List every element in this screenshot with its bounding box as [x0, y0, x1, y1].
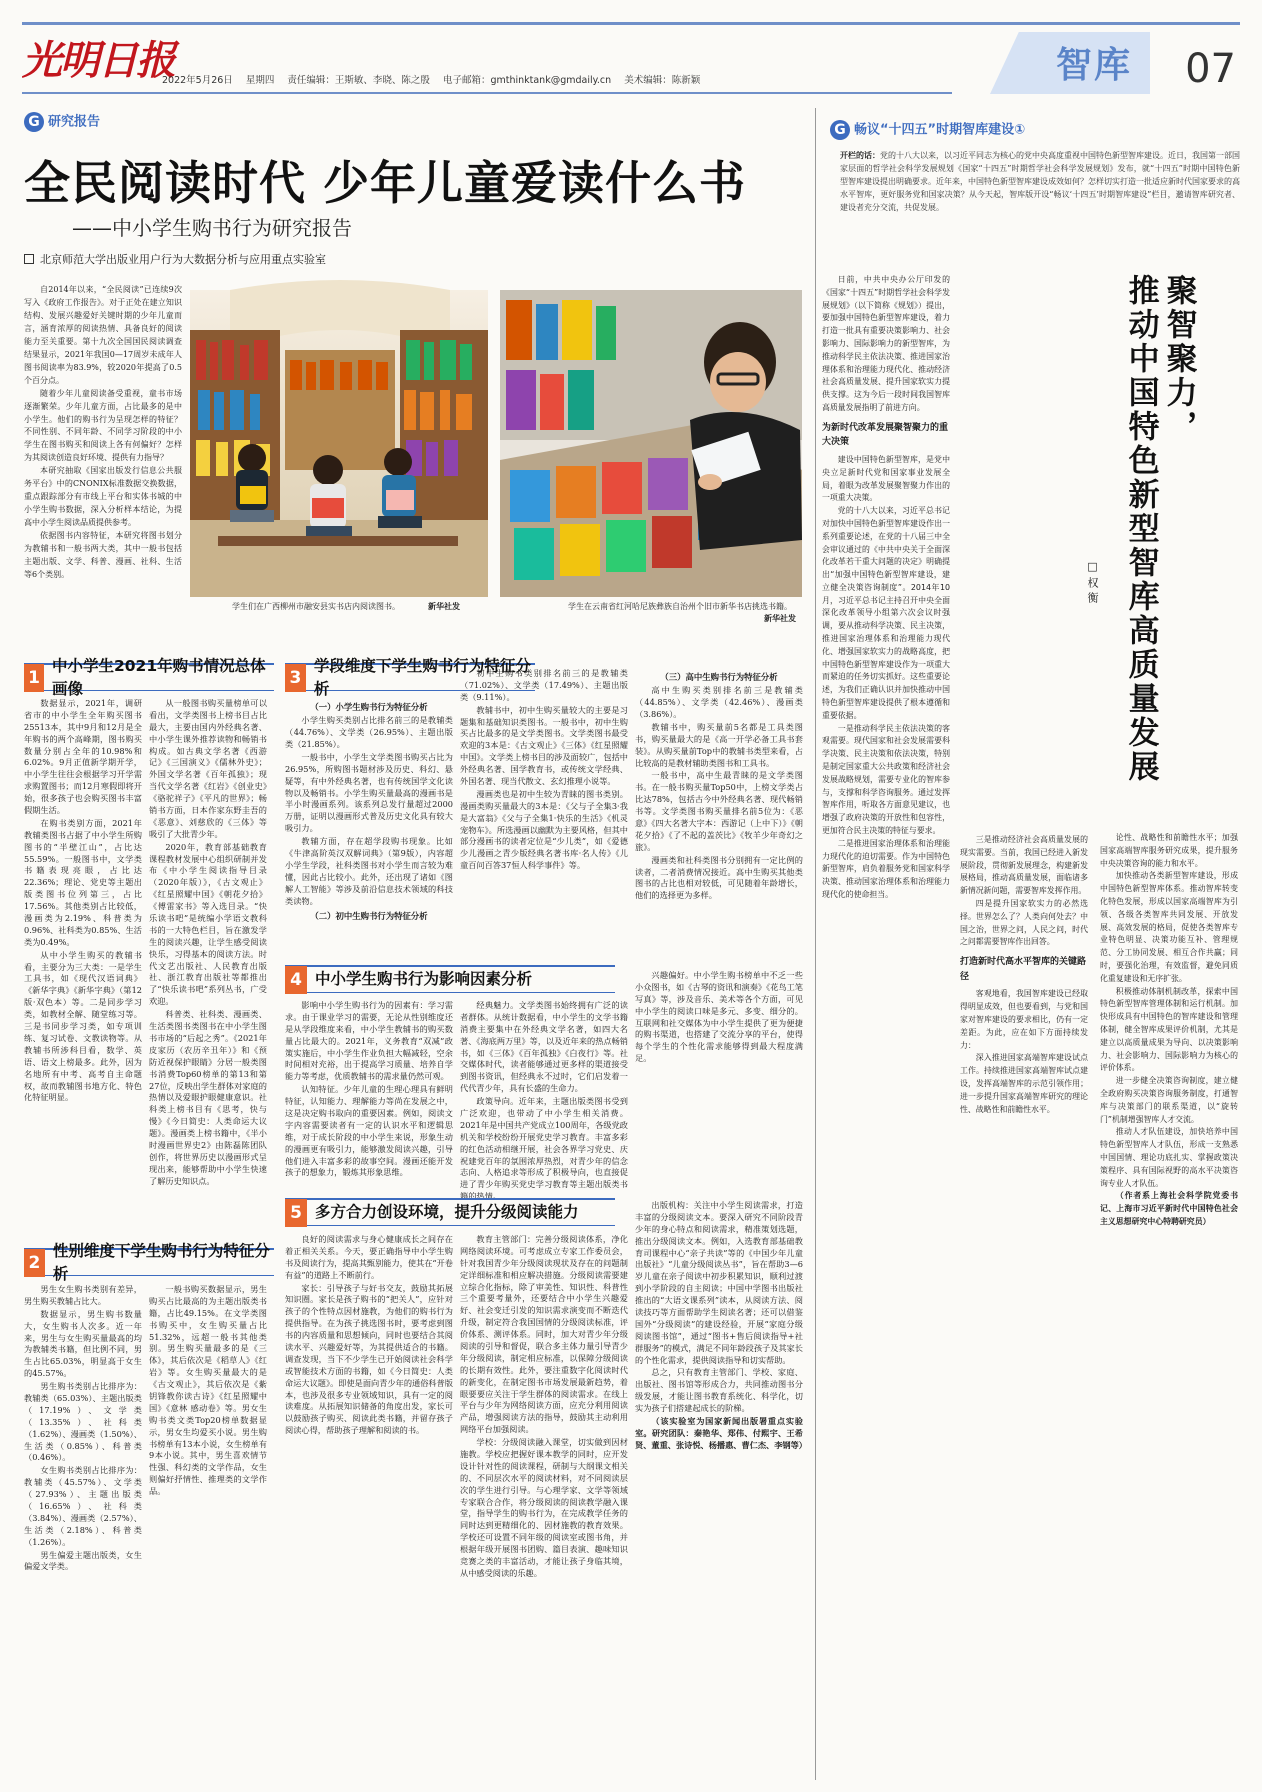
- section-4-paragraph: 兴趣偏好。中小学生购书榜单中不乏一些小众图书，如《古琴的资讯和演奏》《花鸟工笔写真》等，涉及音乐、美术等各个方面，可见中小学生的阅读口味是多元、多变、细分的。互联网和社交媒体为中小学生提供了更为便捷的购书渠道，也搭建了交流分享的平台，使得每个学生的个性化需求能够得到最大程度满足。: [635, 970, 803, 1064]
- section-5-column-b: [460, 1234, 628, 1780]
- page-number: 07: [1185, 46, 1236, 92]
- photo-bookstore-caption: [232, 601, 460, 613]
- section-3-column-b: [460, 668, 628, 948]
- series-tag-label: 畅议“十四五”时期智库建设①: [854, 122, 1026, 138]
- article-byline: [24, 252, 326, 268]
- section-5-paragraph: 教育主管部门：完善分级阅读体系，净化网络阅读环境。可考虑成立专家工作委员会，针对我国青少年分级阅读现状及存在的问题制定详细标准和相应解决措施。分级阅读需要建立综合化指标，除了审美性、知识性、科普性三个重要考量外，还要结合中小学生兴趣爱好、社会变迁引发的知识需求演变而不断迭代升级，制定符合我国国情的分级阅读标准，评价体系、测评体系。同时，加大对青少年分级阅读的引导和督促，联合多主体力量引导青少年分级阅读，制定相应标准，以保障分级阅读的长期有效性。此外，要注重数字化阅读时代的新变化，在制定图书市场发展最新趋势，着眼要要应关注于学生群体的阅读需求。在线上平台与少年为网络阅读方面，应充分利用阅读产品，增强阅读方法的指导，鼓励其主动利用网络平台加强阅读。: [460, 1234, 628, 1435]
- photo-choosing-caption: [568, 601, 796, 625]
- g-logo-icon: G: [830, 120, 850, 140]
- section-5-paragraph: 良好的阅读需求与身心健康成长之间存在着正相关关系。今天，要正确指导中小学生购书及阅读行为，提高其甄别能力，使其在“开卷有益”的道路上不断前行。: [285, 1234, 453, 1280]
- section-2-paragraph: 男生偏爱主题出版类，女生偏爱文学类。: [24, 1549, 142, 1572]
- side-paragraph: 加快推动各类新型智库建设，形成中国特色新型智库体系。推动智库转变化特色发展，形成以国家高端智库为引领、各级各类智库共同发展、开放发展、高效发展的格局，促使各类智库专业特色明显、决策功能互补、管理规范、分工协同发展、相互合作共赢；同时，要强化治理，有效监督，避免同质化重复建设和无序扩张。: [1100, 871, 1238, 983]
- section-1-column-a: [24, 698, 142, 1238]
- research-team-note: （该实验室为国家新闻出版署重点实验室。研究团队：秦艳华、郑伟、付熙宇、王希贤、董重、张诗悦、杨播惠、曹仁杰、李钢等）: [635, 1416, 807, 1450]
- masthead-bottom-rule: [22, 92, 952, 94]
- issue-weekday: 星期四: [245, 75, 275, 86]
- side-paragraph: 党的十八大以来，习近平总书记对加快中国特色新型智库建设作出一系列重要论述，在党的十八届三中全会审议通过的《中共中央关于全面深化改革若干重大问题的决定》明确提出“加强中国特色新型智库建设，建立健全决策咨询制度”。2014年10月，习近平总书记主持召开中央全面深化改革领导小组第六次会议时强调，要从推动科学决策、民主决策，推进国家治理体系和治理能力现代化、增强国家软实力的战略高度，把中国特色新型智库建设作为一项重大而紧迫的任务切实抓好。这些重要论述，为我们正确认识并加快推动中国特色新型智库建设提供了根本遵循和重要依据。: [822, 506, 950, 720]
- section-5-paragraph: 出版机构：关注中小学生阅读需求，打造丰富的分级阅读文本。要深入研究不同阶段青少年的身心特点和阅读需求，精准策划选题，推出分级阅读文本。例如，入选教育部基础教育司课程中心“亲子共读”等的《中国少年儿童出版社》“儿童分级阅读丛书”，旨在帮助3—6岁儿童在亲子阅读中初步积累知识，顺利过渡到小学阶段的自主阅读；中国中学图书出版社推出的“大语文课系列”读本，从阅读方法、阅读技巧等方面帮助学生阅读名著；还可以借鉴国外“分级阅读”的建设经验，开展“家庭分级阅读图书馆”，通过“图书+售后阅读指导+社群服务”的模式，满足不同年龄段孩子及其家长的个性化需求，提供阅读指导和切实帮助。: [635, 1200, 803, 1365]
- section-4-column-c: [635, 970, 803, 1186]
- issue-editors: 责任编辑：王斯敏、李晓、陈之殷: [287, 75, 430, 86]
- section-4-column-b: [460, 1000, 628, 1202]
- masthead: [22, 14, 1240, 96]
- section-1-column-b: [149, 698, 267, 1238]
- section-1-number: 1: [24, 664, 44, 692]
- report-tag-label: 研究报告: [48, 114, 101, 130]
- section-3-paragraph: 高中生购买类别排名前三是教辅类（44.85%）、文学类（42.46%）、漫画类（3.86%）。: [635, 685, 803, 719]
- section-1-paragraph: 从中小学生购买的教辅书看，主要分为三大类：一是学生工具书，如《现代汉语词典》《新华字典》《新华字典》（第12版·双色本）等。二是同步学习类，如教材全解、随堂练习等。三是书同步学习类，如专项训练、复习试卷、文教读物等。从教辅书所涉科目看，数学、英语、语文上榜最多。此外，因为名地所有中考、高考自主命题权，故而教辅图书地方化、特色化特征明显。: [24, 949, 142, 1103]
- newspaper-logo[interactable]: 光明日报: [22, 37, 174, 84]
- section-5-header: [285, 1198, 615, 1226]
- section-5-paragraph: 学校：分级阅读融入课堂，切实做到因材施教。学校应把握好课本教学的同时，应开发设计针对性的阅读课程，研制与大纲课文相关的、不同层次水平的阅读材料，对不同阅读层次的学生进行引导。与心理学家、文学等领域专家联合合作，将分级阅读的阅读教学融入课堂，指导学生的购书行为，在完成教学任务的同时达到更精细化的、因材施教的教育效果。学校还可设置不同年级的阅读室或图书角，并根据年级开展图书团购、篇目表演、趣味知识竞赛之类的丰富活动，才能让孩子身临其境，从中感受阅读的乐趣。: [460, 1437, 628, 1578]
- side-author-note: （作者系上海社会科学院党委书记、上海市习近平新时代中国特色社会主义思想研究中心特聘研究员）: [1100, 1191, 1238, 1226]
- side-column-b: [960, 274, 1088, 1780]
- section-name: 智库: [1055, 45, 1132, 86]
- section-4-paragraph: 影响中小学生购书行为的因素有：学习需求。由于课业学习的需要，无论从性别维度还是从学段维度来看，中小学生教辅书的购买数量占比最大的。2021年，义务教育“双减”政策实施后，中小学生作业负担大幅减轻，空余时间相对充裕，出于提高学习质量、培养自学能力等考虑，优质教辅书的需求量仍然可观。: [285, 1000, 453, 1082]
- photo-choosing-books-image: [500, 290, 802, 597]
- section-4-column-a: [285, 1000, 453, 1186]
- side-column-a: [822, 274, 950, 1780]
- side-paragraph: 日前，中共中央办公厅印发的《国家“十四五”时期哲学社会科学发展规划》（以下简称《规划》）提出，要加强中国特色新型智库建设，着力打造一批具有重要决策影响力、社会影响力、国际影响力的新型智库，为推动科学民主依法决策、推进国家治理体系和治理能力现代化、推动经济社会高质量发展、提升国家软实力提供支撑。这为今后一段时间我国智库高质量发展指明了前进方向。: [822, 275, 950, 412]
- section-2-paragraph: 男生购书类别占比排序为：教辅类（65.03%）、主题出版类（17.19%）、文学类（13.35%）、社科类（1.62%）、漫画类（1.50%）、生活类（0.85%）、科普类（0.46%）。: [24, 1381, 142, 1463]
- side-title-line-2: 推动中国特色新型智库高质量发展: [1122, 274, 1159, 784]
- intro-paragraph: 依据图书内容特征，本研究将图书划分为教辅书和一般书两大类，其中一般书包括主题出版、文学、科普、漫画、社科、生活等6个类别。: [24, 531, 182, 579]
- photo-bookstore-reading-image: [190, 290, 488, 597]
- byline-text: 北京师范大学出版业用户行为大数据分析与应用重点实验室: [40, 253, 326, 266]
- section-5-paragraph: 家长：引导孩子与好书交友，鼓励其拓展知识圈。家长是孩子购书的“把关人”，应针对孩子的个性特点因材施教，为他们的购书行为提供指导。在为孩子挑选图书时，要考虑到图书的内容质量和思想倾向，同时也要结合其阅读水平、兴趣爱好等，为其提供适合的书籍。调查发现，当下不少学生已开始阅读社会科学或智能技术方面的书籍，如《今日简史：人类命运大议题》。即使是面向青少年的通俗科普版本，也涉及很多专业领域知识，具有一定的阅读难度。从拓展知识储备的角度出发，家长可以鼓励孩子购买、阅读此类书籍，并留存孩子阅读心得，帮助孩子理解和阅读的书。: [285, 1282, 453, 1436]
- section-3-paragraph: 初中生购书类别排名前三的是教辅类（71.02%）、文学类（17.49%）、主题出版类（9.11%）。: [460, 668, 628, 702]
- intro-paragraph: 随着少年儿童阅读备受重视，童书市场逐渐繁荣。少年儿童方面，占比最多的是中小学生。他们的购书行为呈现怎样的特征？不同性别、不同年龄、不同学习阶段的中小学生在图书购买和阅读上各有何偏好？怎样为其阅读创造良好环境、提供有力指导？: [24, 388, 182, 463]
- side-paragraph: 建设中国特色新型智库，是党中央立足新时代党和国家事业发展全局，着眼为改革发展聚智聚力作出的一项重大决策。: [822, 454, 950, 503]
- section-3-subheading: （三）高中生购书行为特征分析: [660, 672, 778, 682]
- byline-box-icon: [24, 254, 34, 264]
- section-2-paragraph: 数据显示，男生购书数量大，女生购书人次多。近一年来，男生与女生购买量最高的均为教辅类书籍，但比例不同，男生占比65.03%，明显高于女生的45.57%。: [24, 1308, 142, 1379]
- photo-bookstore-credit: 新华社发: [428, 602, 460, 611]
- section-4-paragraph: 认知特征。少年儿童的生理心理具有鲜明特征，认知能力、理解能力等尚在发展之中，这是决定购书取向的重要因素。例如，阅读文字内容需要读者有一定的认识水平和逻辑思维，对于成长阶段的中小学生来说，形象生动的漫画更有吸引力，能够激发阅读兴趣，引导他们进入丰富多彩的故事空间。漫画还能开发孩子的想象力，锻炼其形象思维。: [285, 1084, 453, 1178]
- section-3-paragraph: 教辅方面，存在超学段购书现象。比如《牛津高阶英汉双解词典》（第9版），内容超小学生学段，社科类图书对小学生而言较为难懂，因此占比较小。此外，还出现了诸如《图解人工智能》等涉及前沿信息技术领域的科技类读物。: [285, 836, 453, 906]
- photo-choosing-credit: 新华社发: [764, 614, 796, 623]
- photo-choosing-books[interactable]: [500, 290, 802, 597]
- section-3-paragraph: 漫画类和社科类图书分别拥有一定比例的读者，二者消费情况接近。高中生购买其他类图书的占比也相对较低，可见随着年龄增长，他们的选择更为多样。: [635, 854, 803, 901]
- section-3-paragraph: 一般书中，高中生最青睐的是文学类图书。在一般书购买量Top50中，上榜文学类占比达78%，包括古今中外经典名著、现代畅销书等。文学类图书购买量排名前5位为：《恶意》《四大名著大字本：西游记（上中下）》《朝花夕拾》《了不起的盖茨比》《牧羊少年奇幻之旅》。: [635, 770, 803, 852]
- side-paragraph: 客观地看，我国智库建设已经取得明显成效，但也要看到，与党和国家对智库建设的要求相比，仍有一定差距。为此，应在如下方面持续发力：: [960, 989, 1088, 1050]
- side-paragraph: 推动人才队伍建设，加快培养中国特色新型智库人才队伍，形成一支熟悉中国国情、理论功底扎实、掌握政策决策程序、具有国际视野的高水平决策咨询专业人才队伍。: [1100, 1127, 1238, 1188]
- section-3-subheading: （一）小学生购书行为特征分析: [310, 702, 428, 712]
- foreword-label: 开栏的话：: [840, 151, 880, 160]
- side-title-line-1: 聚智聚力，: [1160, 274, 1197, 444]
- photo-bookstore-caption-text: 学生们在广西柳州市融安县实书店内阅读图书。: [232, 602, 400, 611]
- section-1-paragraph: 科普类、社科类、漫画类、生活类图书类图书在中小学生图书市场的“后起之秀”。《2021年皮家历（农历辛丑年）》和《预防近视保护眼睛》分居一般类图书消费Top60榜单的第13和第27位，反映出学生群体对家庭的热情以及爱眼护眼健康意识。社科类上榜书目有《思考，快与慢》《今日简史：人类命运大议题》。漫画类上榜书籍中，《半小时漫画世界史2》由陈磊陈团队创作，将世界历史以漫画形式呈现出来，能够帮助中小学生快速了解历史知识点。: [149, 1009, 267, 1186]
- section-2-column-a: [24, 1284, 142, 1780]
- side-paragraph: 积极推动体制机制改革，探索中国特色新型智库管理体制和运行机制。加快形成具有中国特色的智库建设和管理体制，健全智库成果评价机制，尤其是建立以高质量成果为导向、以决策影响力、社会影响力、国际影响力为核心的评价体系。: [1100, 986, 1238, 1073]
- side-paragraph: 一是推动科学民主依法决策的客观需要。现代国家和社会发展需要科学决策、民主决策和依法决策，特别是制定国家重大公共政策和经济社会发展战略规划，需要专业化的智库参与，支撑和科学咨询服务。通过发挥智库作用，听取各方面意见建议，也增强了政府决策的开放性和包容性，更加符合民主决策的特征与要求。: [822, 723, 950, 836]
- section-4-title: 中小学生购书行为影响因素分析: [315, 970, 533, 989]
- section-4-number: 4: [285, 966, 307, 994]
- section-3-paragraph: 教辅书中，初中生购买量较大的主要是习题集和基础知识类图书。一般书中，初中生购买占比最多的是文学类图书。文学类图书最受欢迎的3本是：《古文观止》《三体》《红星照耀中国》。文学类上榜书目的涉及面较广，包括中外经典名著、国学教育书，或传统文学经典、外国名著、现当代散文、玄幻推理小说等。: [460, 704, 628, 787]
- side-subheading: 为新时代改革发展聚智聚力的重大决策: [822, 422, 949, 448]
- section-1-paragraph: 数据显示，2021年，调研省市的中小学生全年购买图书25513本，其中9月和12月是全年购书的两个高峰期，图书购买数量分别占全年的10.98%和6.02%。9月正值新学期开学，中小学生往往会根据学习开学需求购置图书；而12月寒假即将开始，很多孩子也会购买图书丰富假期生活。: [24, 698, 142, 816]
- section-5-column-c: [635, 1200, 807, 1780]
- side-column-c: [1100, 832, 1238, 1780]
- masthead-top-rule: [22, 22, 1240, 25]
- section-3-column-a: [285, 698, 453, 948]
- section-3-subheading: （二）初中生购书行为特征分析: [310, 911, 428, 922]
- right-column-divider: [815, 108, 816, 1780]
- section-1-paragraph: 从一般图书购买量榜单可以看出，文学类图书上榜书目占比最大，主要由国内外经典名著、中小学生课外推荐读物和畅销书构成。如古典文学名著《西游记》《三国演义》《儒林外史》；外国文学名著《百年孤独》；现当代文学名著《红岩》《创业史》《骆驼祥子》《平凡的世界》；畅销书方面，日本作家东野圭吾的《恶意》、刘慈欣的《三体》等吸引了大批青少年。: [149, 698, 267, 839]
- side-paragraph: 三是推动经济社会高质量发展的现实需要。当前，我国已经进入新发展阶段，贯彻新发展理念，构建新发展格局，推动高质量发展，面临诸多新情况新问题，需要智库发挥作用。: [960, 835, 1088, 896]
- section-1-header: [24, 657, 274, 698]
- section-3-title: 学段维度下学生购书行为特征分析: [313, 657, 531, 698]
- article-headline: 全民阅读时代 少年儿童爱读什么书: [24, 156, 747, 210]
- section-1-paragraph: 在购书类别方面，2021年教辅类图书占据了中小学生所购图书的“半壁江山”，占比达55.59%。一般图书中，文学类书籍表现亮眼，占比达22.36%；理论、党史等主题出版类图书位列第三，占比17.56%。其他类别占比较低，漫画类为2.19%、科普类为0.96%、社科类为0.85%、生活类为0.49%。: [24, 817, 142, 947]
- section-4-header: [285, 965, 615, 993]
- section-1-paragraph: 2020年，教育部基础教育课程教材发展中心组织研制并发布《中小学生阅读指导目录（2020年版）》，《古文观止》《红星照耀中国》《朝花夕拾》《傅雷家书》等入选目录。“快乐读书吧”是统编小学语文教科书的一大特色栏目，旨在激发学生的阅读兴趣，让学生感受阅读快乐，习得基本的阅读方法。时代文艺出版社、人民教育出版社、浙江教育出版社等都推出了“快乐读书吧”系列丛书，广受欢迎。: [149, 841, 267, 1007]
- section-2-title: 性别维度下学生购书行为特征分析: [52, 1242, 270, 1283]
- side-paragraph: 论性、战略性和前瞻性水平；加强国家高端智库服务研究成果，提升服务中央决策咨询的能力和水平。: [1100, 833, 1238, 868]
- section-3-paragraph: 一般书中，小学生文学类图书购买占比为26.95%，所购图书题材涉及历史、科幻、悬疑等，有中外经典名著，也有传统国学文化读物以及畅销书。小学生购买量最高的漫画书是半小时漫画系列。该系列总发行量超过2000万册，证明以漫画形式普及历史文化具有较大吸引力。: [285, 751, 453, 834]
- section-3-paragraph: 教辅书中，购买量前5名都是工具类图书，购买量最大的是《高一开学必备工具书套装》。从购买量前Top中的教辅书类型来看，占比较高的是教材辅助类图书和工具书。: [635, 721, 803, 768]
- section-5-number: 5: [285, 1199, 307, 1227]
- side-author: □权衡: [1085, 560, 1099, 607]
- issue-email[interactable]: 电子邮箱：gmthinktank@gmdaily.cn: [442, 75, 612, 86]
- photo-choosing-caption-text: 学生在云南省红河哈尼族彝族自治州个旧市新华书店挑选书籍。: [568, 602, 792, 611]
- section-5-paragraph: 总之，只有教育主管部门、学校、家庭、出版社、图书馆等形成合力，共同推动图书分级发展，才能让图书教育系统化、科学化，切实为孩子们搭建起成长的阶梯。: [635, 1367, 803, 1414]
- issue-meta-line: [162, 74, 710, 88]
- section-4-paragraph: 经典魅力。文学类图书始终拥有广泛的读者群体。从统计数据看，中小学生的文学书籍消费主要集中在外经典文学名著，如四大名著、《海底两万里》等，以及近年来的热点畅销书，如《三体》《百年孤独》《白夜行》等。社交媒体时代，读者能够通过更多样的渠道接受到图书资讯，但经典永不过时，它们启发着一代代青少年，具有长盛的生命力。: [460, 1000, 628, 1094]
- section-2-paragraph: 女生购书类别占比排序为：教辅类（45.57%）、文学类（27.93%）、主题出版类（16.65%）、社科类（3.84%）、漫画类（2.57%）、生活类（2.18%）、科普类（1.26%）。: [24, 1465, 142, 1547]
- section-4-paragraph: 政策导向。近年来，主题出版类图书受到广泛欢迎，也带动了中小学生相关消费。2021年是中国共产党成立100周年，各级党政机关和学校纷纷开展党史学习教育。丰富多彩的红色活动相继开展，社会各界学习党史、庆祝建党百年的氛围浓厚热烈，对青少年的信念志向、人格追求等形成了积极导向，也直接促进了青少年购买党史学习教育等主题出版类书籍的热情。: [460, 1096, 628, 1202]
- side-subheading: 打造新时代高水平智库的关键路径: [960, 957, 1087, 982]
- side-column-b-spacer: [960, 274, 1088, 834]
- section-5-title: 多方合力创设环境，提升分级阅读能力: [315, 1203, 579, 1222]
- issue-art-editor: 美术编辑：陈新颖: [624, 75, 701, 86]
- photo-bookstore-reading[interactable]: [190, 290, 488, 597]
- section-3-number: 3: [285, 664, 306, 692]
- side-paragraph: 进一步健全决策咨询制度，建立健全政府购买决策咨询服务制度，打通智库与决策部门的联系渠道，以“旋转门”机制增强智库人才交流。: [1100, 1076, 1238, 1124]
- side-paragraph: 深入推进国家高端智库建设试点工作。持续推进国家高端智库试点建设，发挥高端智库的示范引领作用；进一步提升国家高端智库研究的理论性、战略性和前瞻性水平。: [960, 1053, 1088, 1114]
- article-intro: [24, 284, 182, 632]
- section-1-title: 中小学生2021年购书情况总体画像: [51, 657, 266, 698]
- section-2-header: [24, 1242, 274, 1283]
- section-2-paragraph: 一般书购买数据显示，男生购买占比最高的为主题出版类书籍，占比49.15%。在文学类图书购买中，女生购买量占比51.32%，远超一般书其他类别。男生购买量最多的是《三体》，其后依次是《稻草人》《红岩》等。女生购买量最大的是《古文观止》，其后依次是《紫钥锋教你读古诗》《红星照耀中国》《意林 感动卷》等。男女生购书类文类Top20榜单数据显示，男女生均爱买小说。男生购书榜单有13本小说，女生榜单有9本小说。其中，男生喜欢情节性强、科幻类的文学作品，女生则偏好抒情性、推理类的文学作品。: [149, 1284, 267, 1497]
- foreword-text: 党的十八大以来，以习近平同志为核心的党中央高度重视中国特色新型智库建设。近日，我国第一部国家层面的哲学社会科学发展规划《国家“十四五”时期哲学社会科学发展规划》发布，就“十四五”时期中国特色新型智库建设提出明确要求。近年来，中国特色新型智库建设成效如何？怎样切实打造一批适应新时代国家要求的高水平智库，更好服务党和国家决策？从今天起，智库版开设“畅议‘十四五’时期智库建设”栏目，邀请智库研究者、建设者充分交流，共促发展。: [840, 151, 1240, 212]
- report-tag: [24, 112, 100, 132]
- series-tag: [830, 120, 1025, 140]
- intro-paragraph: 自2014年以来，“全民阅读”已连续9次写入《政府工作报告》。对于正处在建立知识结构、发展兴趣爱好关键时期的少年儿童而言，涵育浓厚的阅读热情、具备良好的阅读能力至关重要。第十九次全国国民阅读调查结果显示，2021年我国0—17周岁未成年人图书阅读率为83.9%，较2020年提高了0.5个百分点。: [24, 285, 182, 385]
- issue-date: 2022年5月26日: [162, 75, 233, 86]
- section-5-column-a: [285, 1234, 453, 1780]
- side-paragraph: 四是提升国家软实力的必然选择。世界怎么了？人类向何处去？中国之治，世界之问，人民之问，时代之问都需要智库作出回答。: [960, 898, 1088, 947]
- side-paragraph: 二是推进国家治理体系和治理能力现代化的迫切需要。作为中国特色新型智库，肩负着服务党和国家科学决策、推动国家治理体系和治理能力现代化的使命担当。: [822, 838, 950, 900]
- column-foreword: [840, 150, 1240, 260]
- section-3-column-c: [635, 668, 803, 948]
- section-3-paragraph: 小学生购买类别占比排名前三的是教辅类（44.76%）、文学类（26.95%）、主题出版类（21.85%）。: [285, 715, 453, 749]
- section-2-column-b: [149, 1284, 267, 1780]
- g-logo-icon: G: [24, 112, 44, 132]
- article-subtitle: ——中小学生购书行为研究报告: [72, 216, 352, 240]
- section-2-paragraph: 男生女生购书类别有差异，男生购买教辅占比大。: [24, 1284, 142, 1306]
- section-3-paragraph: 漫画类也是初中生较为青睐的图书类别。漫画类购买量最大的3本是：《父与子全集3·我是大富翁》《父与子全集1·快乐的生活》《机灵宠物车》。所选漫画以幽默为主要风格，但其中部分漫画书的读者定位是“少儿类”，如《爱德少儿漫画之青少版经典名著书库·名人传》《儿童百问百答37恒人科学事件》等。: [460, 788, 628, 871]
- intro-paragraph: 本研究抽取《国家出版发行信息公共服务平台》中的CNONIX标准数据交换数据，重点跟踪部分有市线上平台和实体书城的中小学生购书数据，深入分析样本结论，为提高中小学生阅读品质提供参考。: [24, 466, 182, 528]
- section-2-number: 2: [24, 1249, 45, 1277]
